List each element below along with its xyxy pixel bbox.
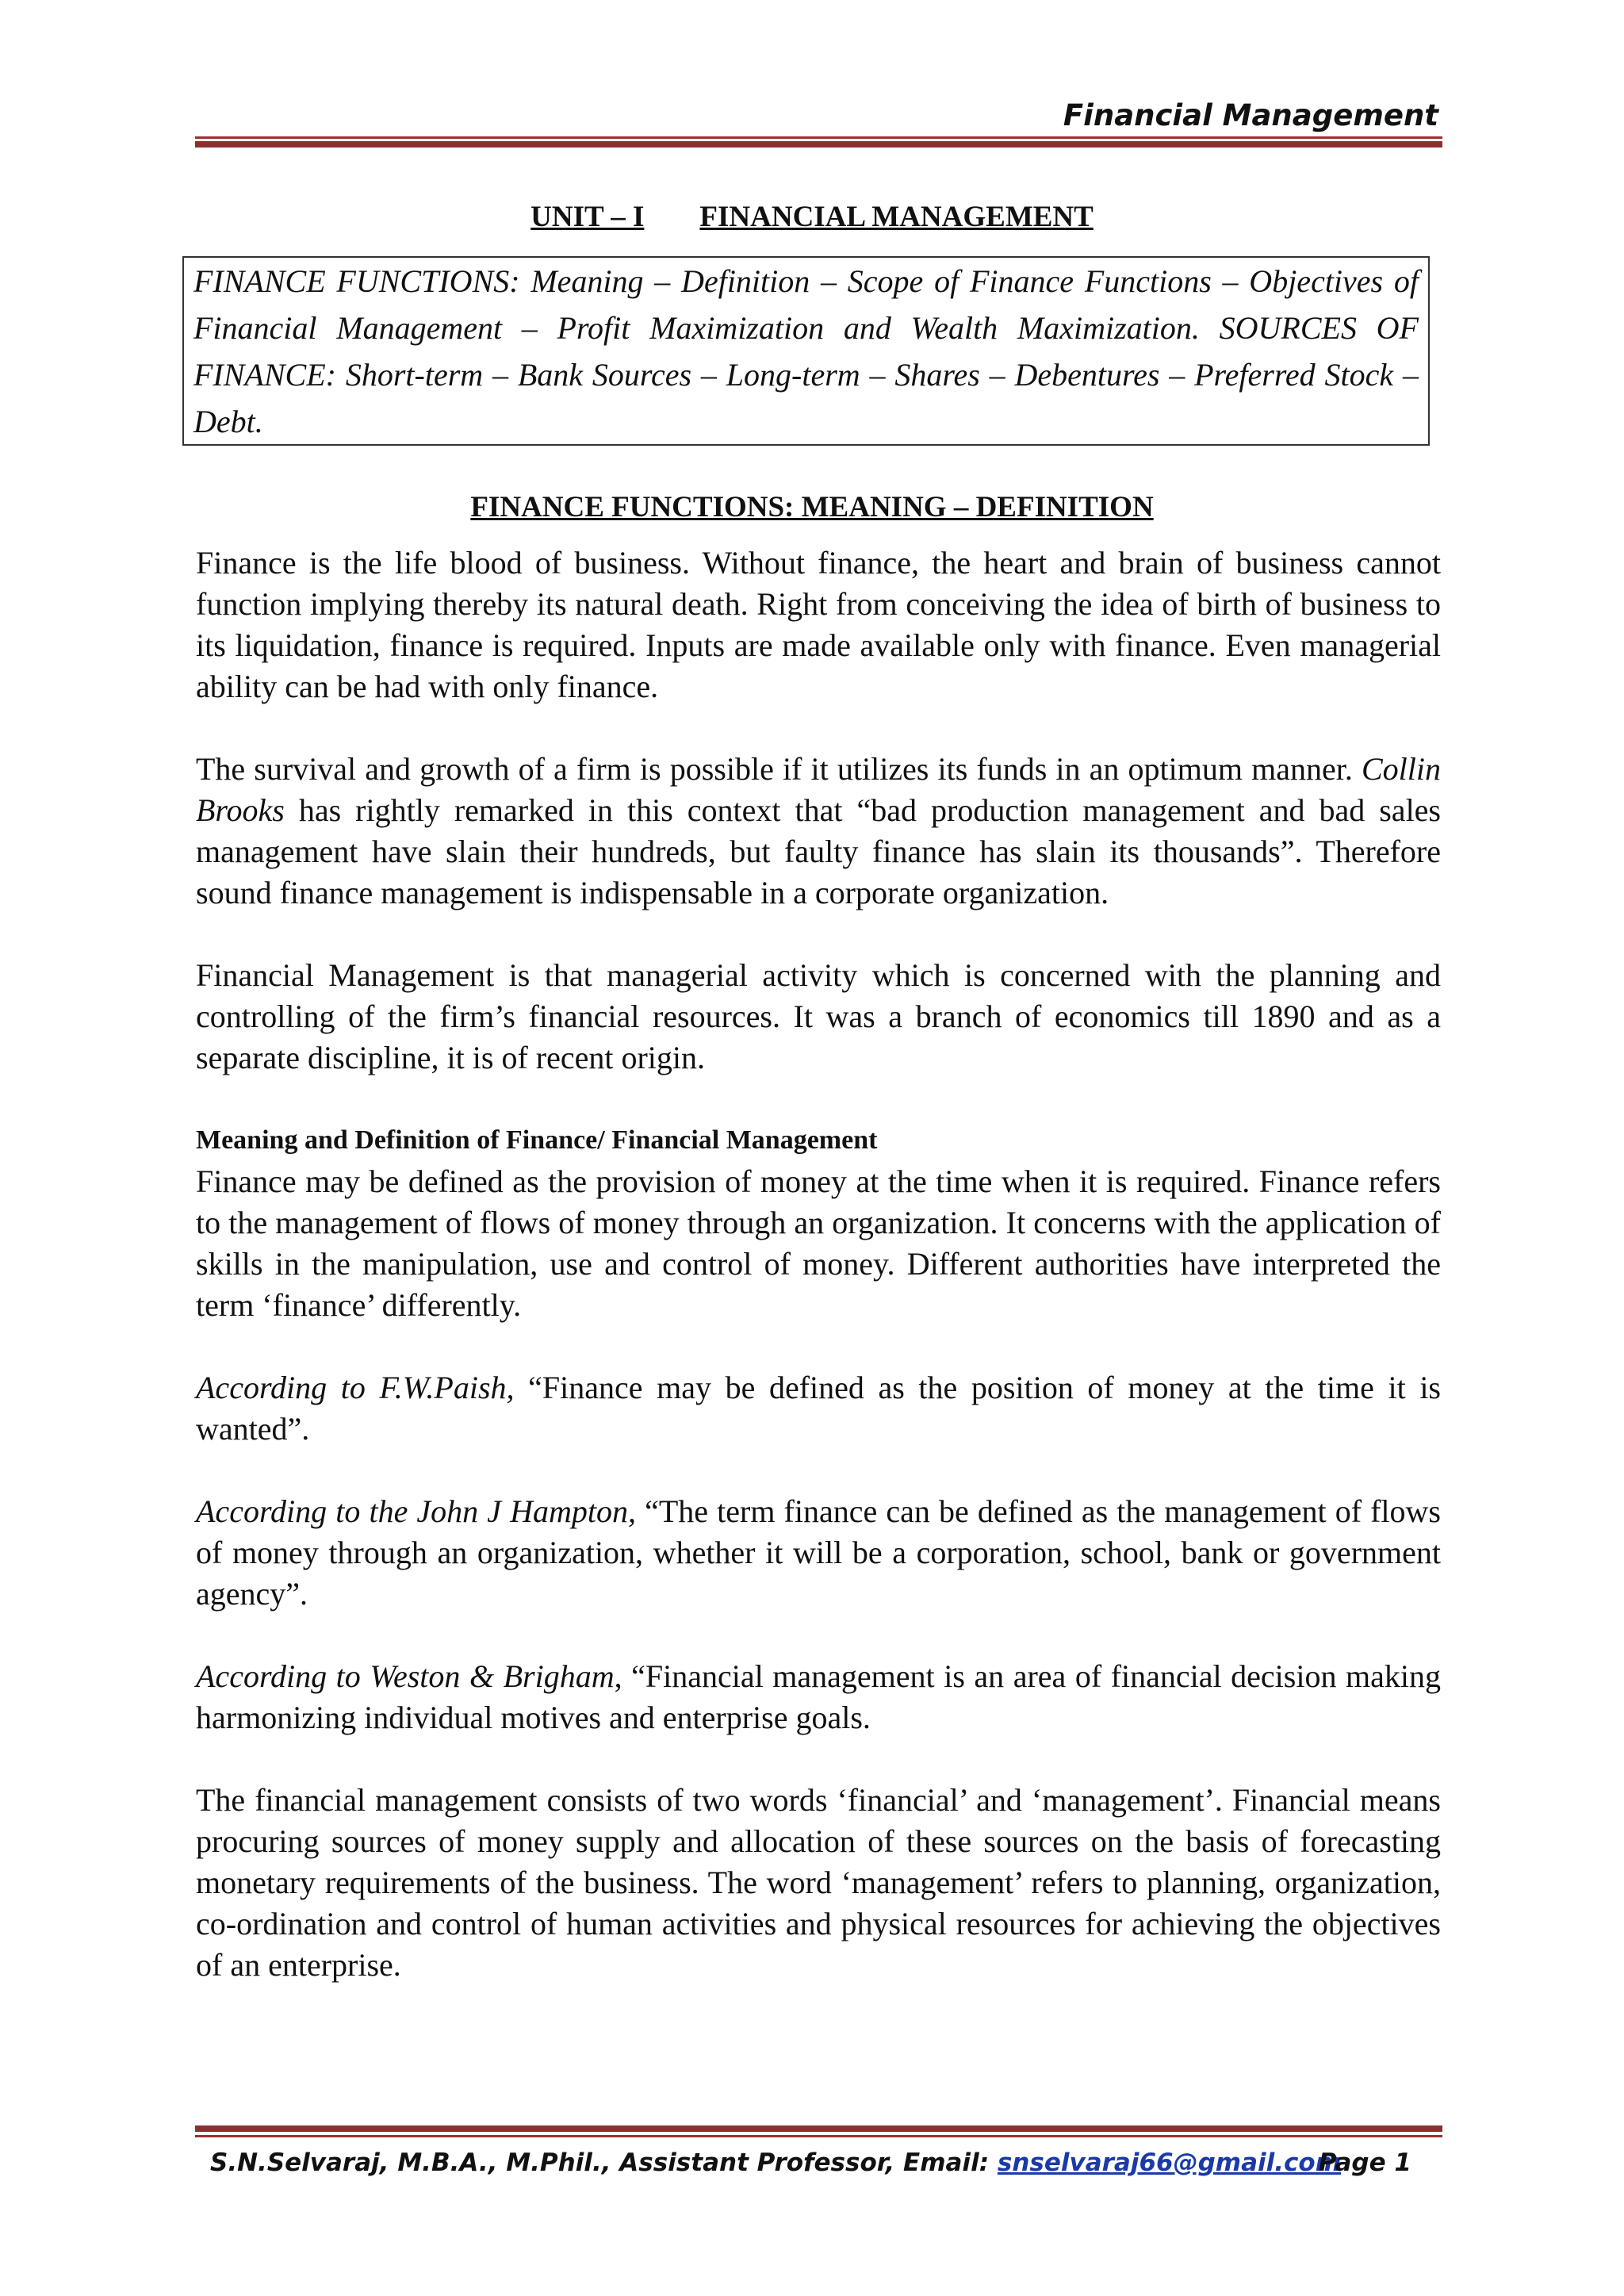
quote-weston-brigham: According to Weston & Brigham, “Financial management is an area of financial decision making harmonizing individual motives and enterprise goals. xyxy=(196,1658,1441,1735)
quote-source: According to the John J Hampton, xyxy=(196,1493,637,1529)
author-name: Collin Brooks xyxy=(196,751,1441,828)
quote-hampton: According to the John J Hampton, “The term finance can be defined as the management of flows of money through an organization, whether it will be a corporation, school, bank or government agency”. xyxy=(196,1493,1442,1612)
footer-author: S.N.Selvaraj, M.B.A., M.Phil., Assistant Professor, Email: xyxy=(210,2148,998,2177)
quote-paish: According to F.W.Paish, “Finance may be defined as the position of money at the time it is wanted”. xyxy=(196,1370,1441,1447)
page-footer xyxy=(210,2148,1411,2177)
syllabus-box: FINANCE FUNCTIONS: Meaning – Definition – Scope of Finance Functions – Objectives of Financial Management – Profit Maximization and Wealth Maximization. SOURCES OF FINANCE: Short-term – Bank Sources – Long-term – Shares – Debentures – Preferred Stock – Debt. xyxy=(182,256,1430,446)
header-rule-thin xyxy=(195,136,1442,139)
paragraph-finance-defined: Finance may be defined as the provision of money at the time when it is required. Finance refers to the management of flows of money through an organization. It concerns with the application of skills in the manipulation, use and control of money. Different authorities have interpreted the term ‘finance’ differently. xyxy=(196,1163,1441,1323)
footer-rule-thick xyxy=(195,2125,1442,2132)
paragraph-survival-growth: The survival and growth of a firm is possible if it utilizes its funds in an optimum manner. Collin Brooks has rightly remarked in this context that “bad production management and bad sales management have slain their hundreds, but faulty finance has slain its thousands”. Therefore sound finance management is indispensable in a corporate organization. xyxy=(196,751,1441,910)
paragraph-two-words: The financial management consists of two words ‘financial’ and ‘management’. Financial means procuring sources of money supply and allocation of these sources on the basis of forecasting monetary requirements of the business. The word ‘management’ refers to planning, organization, co-ordination and control of human activities and physical resources for achieving the objectives of an enterprise. xyxy=(196,1782,1441,1983)
header-rule-thick xyxy=(195,141,1442,148)
footer-rule-thin xyxy=(195,2135,1442,2137)
unit-name: FINANCIAL MANAGEMENT xyxy=(699,201,1094,233)
unit-title xyxy=(0,200,1624,234)
document-body xyxy=(196,542,1441,1986)
unit-label: UNIT – I xyxy=(530,201,645,233)
running-header-title: Financial Management xyxy=(1063,98,1438,132)
footer-email-link[interactable]: snselvaraj66@gmail.com xyxy=(997,2148,1342,2177)
paragraph-managerial-activity: Financial Management is that managerial activity which is concerned with the planning and controlling of the firm’s financial resources. It was a branch of economics till 1890 and as a separate discipline, it is of recent origin. xyxy=(196,957,1441,1075)
quote-source: According to Weston & Brigham xyxy=(196,1658,615,1694)
section-heading: FINANCE FUNCTIONS: MEANING – DEFINITION xyxy=(470,491,1154,523)
paragraph-finance-life-blood: Finance is the life blood of business. Without finance, the heart and brain of business cannot function implying thereby its natural death. Right from conceiving the idea of birth of business to its liquidation, finance is required. Inputs are made available only with finance. Even managerial ability can be had with only finance. xyxy=(196,545,1441,704)
page-number: Page 1 xyxy=(1318,2148,1411,2177)
subheading-meaning-definition: Meaning and Definition of Finance/ Financial Management xyxy=(196,1125,878,1155)
quote-source: According to F.W.Paish, xyxy=(196,1370,515,1405)
